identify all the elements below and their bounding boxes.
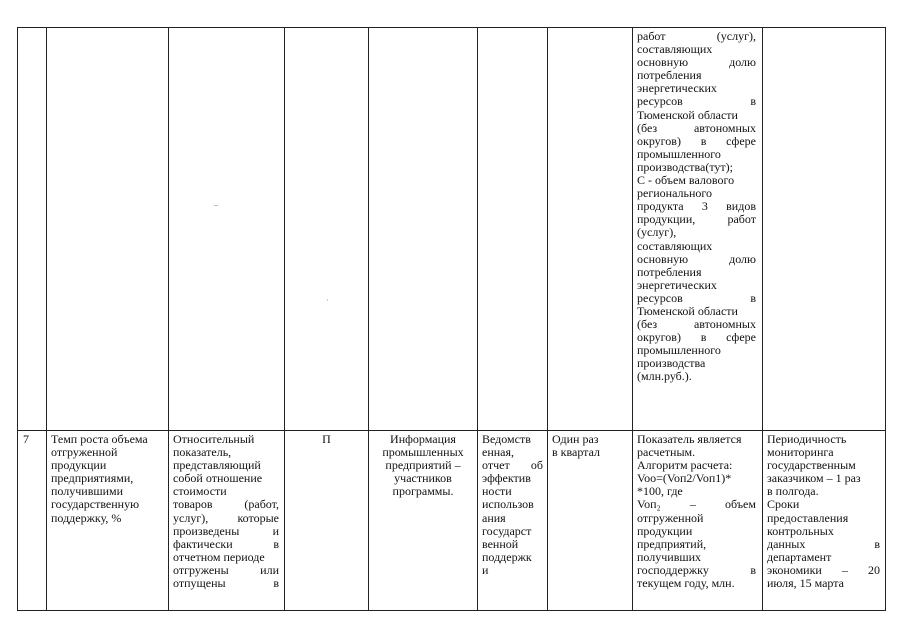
word: в полгода.: [767, 484, 819, 499]
column-border: [885, 27, 886, 611]
word: основную: [637, 55, 689, 70]
word: предоставления: [767, 510, 849, 525]
word: получивших: [637, 549, 702, 564]
word: составляющих: [637, 42, 713, 57]
indicator-definition: [173, 433, 279, 590]
text-line: [637, 577, 756, 590]
word: (без: [637, 120, 658, 135]
column-border: [46, 27, 47, 611]
word: основную: [637, 251, 689, 266]
word: венной: [482, 536, 519, 551]
word: представляющий: [173, 458, 261, 473]
word: в: [700, 133, 707, 148]
word: отпущены: [173, 576, 226, 591]
text-line: [482, 564, 543, 577]
word: Voп₂: [637, 497, 661, 512]
text-line: [51, 512, 163, 525]
text-line: участников: [394, 471, 452, 486]
word: Алгоритм расчета:: [637, 458, 733, 473]
word: отгруженной: [51, 445, 118, 460]
word: работ: [727, 212, 756, 227]
word: использов: [482, 497, 534, 512]
text-line: Информация: [390, 432, 456, 446]
text-line: предприятий –: [385, 458, 461, 473]
table-top-border: [17, 27, 886, 28]
word: производства: [637, 356, 706, 371]
word: в: [874, 536, 880, 551]
text-line: [637, 109, 756, 122]
word: ания: [482, 510, 506, 525]
word: эффектив: [482, 471, 531, 486]
word: которые: [237, 510, 279, 525]
word: автономных: [693, 317, 756, 332]
word: –: [841, 562, 848, 577]
word: в: [750, 562, 756, 577]
table-bottom-border: [17, 610, 886, 611]
text-line: [173, 551, 279, 564]
column-border: [762, 27, 763, 611]
word: составляющих: [637, 238, 713, 253]
column-border: [17, 27, 18, 611]
word: видов: [726, 199, 756, 214]
row-divider: [17, 430, 886, 431]
word: Темп роста объема: [51, 432, 148, 446]
word: произведены: [173, 523, 240, 538]
column-border: [284, 27, 285, 611]
word: (услуг),: [716, 29, 756, 43]
word: отгруженной: [637, 510, 704, 525]
word: в: [273, 536, 279, 551]
indicator-type: П: [322, 432, 331, 446]
word: государст: [482, 523, 532, 538]
word: регионального: [637, 186, 713, 201]
text-line: [173, 525, 279, 538]
text-line: [767, 577, 880, 590]
word: поддержк: [482, 549, 532, 564]
word: в: [273, 576, 279, 591]
word: товаров: [173, 497, 213, 512]
word: автономных: [693, 120, 756, 135]
indicator-name: [51, 433, 163, 525]
word: заказчиком – 1 раз: [767, 471, 861, 486]
text-line: [637, 279, 756, 292]
word: ресурсов: [637, 290, 683, 305]
word: сфере: [726, 133, 756, 148]
word: господдержку: [637, 562, 709, 577]
word: промышленного: [637, 343, 721, 358]
word: государственную: [51, 497, 140, 512]
text-line: промышленных: [382, 445, 464, 460]
word: стоимости: [173, 484, 227, 499]
word: *100, где: [637, 484, 683, 499]
word: департамент: [767, 549, 832, 564]
word: данных: [767, 536, 806, 551]
word: долю: [729, 251, 756, 266]
text-line: [637, 122, 756, 135]
column-border: [477, 27, 478, 611]
word: отчет: [482, 458, 510, 473]
word: (услуг),: [637, 225, 677, 240]
word: или: [260, 562, 279, 577]
agency-report: [482, 433, 543, 577]
text-line: Один раз: [552, 432, 599, 446]
word: Относительный: [173, 432, 255, 446]
column-border: [368, 27, 369, 611]
word: (работ,: [244, 497, 279, 512]
word: показатель,: [173, 445, 232, 460]
word: Периодичность: [767, 432, 847, 446]
word: С - объем валового: [637, 173, 735, 188]
word: 20: [868, 562, 880, 577]
word: текущем году, млн.: [637, 576, 735, 591]
data-source: [369, 433, 477, 498]
scan-artifact: –: [214, 200, 218, 209]
word: енная,: [482, 445, 515, 460]
word: продукции,: [637, 212, 696, 227]
word: поддержку, %: [51, 510, 122, 525]
word: Тюменской области: [637, 303, 738, 318]
word: мониторинга: [767, 445, 834, 460]
word: (млн.руб.).: [637, 369, 692, 384]
word: ности: [482, 484, 512, 499]
word: отчетном периоде: [173, 549, 265, 564]
word: округов): [637, 133, 681, 148]
text-line: [482, 551, 543, 564]
text-line: в квартал: [552, 445, 600, 460]
text-line: [173, 498, 279, 511]
word: энергетических: [637, 81, 717, 96]
word: потребления: [637, 264, 702, 279]
word: промышленного: [637, 146, 721, 161]
word: долю: [729, 55, 756, 70]
word: Сроки: [767, 497, 800, 512]
word: –: [689, 497, 696, 512]
word: потребления: [637, 68, 702, 83]
word: продукции: [51, 458, 107, 473]
word: Voo=(Voп2/Voп1)*: [637, 471, 732, 486]
word: государственным: [767, 458, 856, 473]
word: в: [750, 290, 756, 305]
word: об: [530, 458, 543, 473]
word: отгружены: [173, 562, 229, 577]
text-line: программы.: [392, 484, 454, 499]
word: Ведомств: [482, 432, 531, 446]
word: расчетным.: [637, 445, 696, 460]
frequency: [552, 433, 630, 459]
word: Показатель является: [637, 432, 742, 446]
text-line: [173, 512, 279, 525]
column-border: [632, 27, 633, 611]
text-line: [767, 525, 880, 538]
word: (без: [637, 317, 658, 332]
word: 3: [701, 199, 708, 214]
word: в: [700, 330, 707, 345]
word: ресурсов: [637, 94, 683, 109]
formula-cell-continued: [637, 30, 756, 384]
word: получившими: [51, 484, 124, 499]
word: продукта: [637, 199, 684, 214]
word: и: [482, 562, 489, 577]
word: в: [750, 94, 756, 109]
word: Тюменской области: [637, 107, 738, 122]
word: работ: [637, 29, 666, 43]
scan-artifact: ·: [326, 296, 329, 305]
word: производства(тут);: [637, 159, 733, 174]
column-border: [547, 27, 548, 611]
word: сфере: [726, 330, 756, 345]
monitoring-schedule: [767, 433, 880, 590]
word: контрольных: [767, 523, 834, 538]
text-line: [637, 370, 756, 383]
word: и: [272, 523, 279, 538]
text-line: [173, 577, 279, 590]
word: объем: [725, 497, 756, 512]
word: фактически: [173, 536, 233, 551]
word: продукции: [637, 523, 693, 538]
text-line: [637, 551, 756, 564]
word: экономики: [767, 562, 822, 577]
word: округов): [637, 330, 681, 345]
word: предприятий,: [637, 536, 707, 551]
column-border: [168, 27, 169, 611]
text-line: [637, 240, 756, 253]
text-line: [767, 551, 880, 564]
word: услуг),: [173, 510, 209, 525]
word: собой отношение: [173, 471, 263, 486]
word: июля, 15 марта: [767, 576, 844, 591]
row-number: 7: [23, 432, 29, 446]
word: предприятиями,: [51, 471, 134, 486]
calculation-formula: [637, 433, 756, 590]
word: энергетических: [637, 277, 717, 292]
